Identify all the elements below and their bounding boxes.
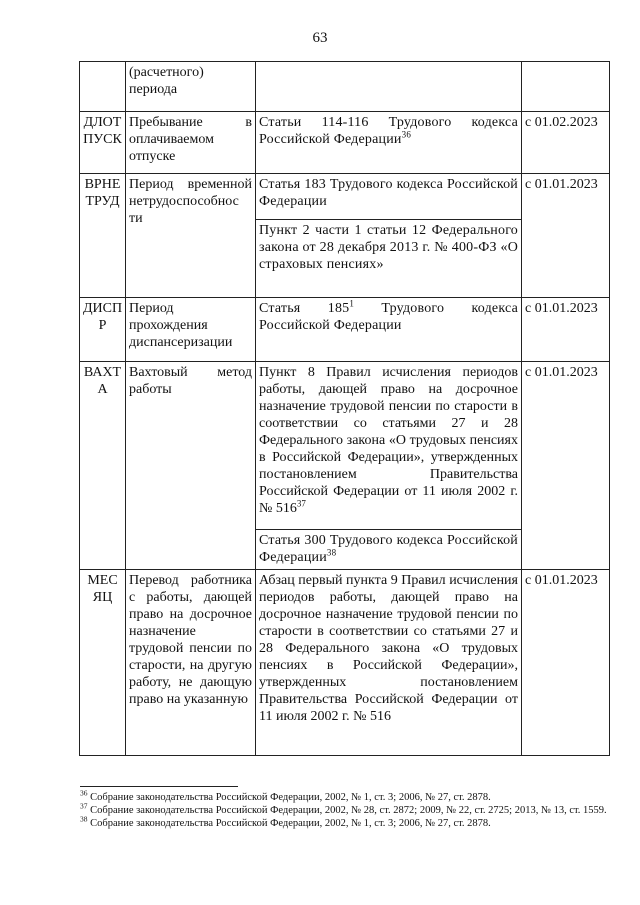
table-row [80, 570, 610, 756]
row-law: Абзац первый пункта 9 Правил исчисления периодов работы, дающей право на досрочное назначение трудовой пенсии по старости в соответствии со статьями 27 и 28 Федерального закона «О трудовых пенсиях в Российской Федерации», утвержденных постановлением Правительства Российской Федерации от 11 июля 2002 г. № 516 [256, 570, 522, 756]
row-code: ВАХТ А [80, 362, 126, 570]
row-code [80, 62, 126, 112]
table-row [80, 362, 610, 530]
row-date: с 01.01.2023 [522, 174, 610, 298]
row-date: с 01.02.2023 [522, 112, 610, 174]
row-date: с 01.01.2023 [522, 570, 610, 756]
footnote-separator [80, 786, 238, 787]
row-code: ВРНЕ ТРУД [80, 174, 126, 298]
row-description: Перевод работника с работы, дающей право на досрочное назначение трудовой пенсии по старости, на другую работу, не дающую право на указанную [126, 570, 256, 756]
row-description: (расчетного) периода [126, 62, 256, 112]
row-date: с 01.01.2023 [522, 362, 610, 570]
row-law: Статьи 114-116 Трудового кодекса Российской Федерации$^{36}$ [256, 112, 522, 174]
row-law: Статья 183 Трудового кодекса Российской Федерации [256, 174, 522, 220]
row-date: с 01.01.2023 [522, 298, 610, 362]
row-law: Статья $185^1$ Трудового кодекса Российской Федерации [256, 298, 522, 362]
footnote: $^{36}$ Собрание законодательства Российской Федерации, 2002, № 1, ст. 3; 2006, № 27, ст. 2878. [80, 788, 491, 803]
table-row [80, 112, 610, 174]
row-code: МЕС ЯЦ [80, 570, 126, 756]
page-number: 63 [312, 30, 328, 46]
row-description: Период временной нетрудоспособнос ти [126, 174, 256, 298]
table-row [80, 62, 610, 112]
table-row [80, 174, 610, 220]
row-code: ДИСП Р [80, 298, 126, 362]
footnote-ref[interactable]: 37 [296, 498, 306, 509]
row-description: Вахтовый метод работы [126, 362, 256, 570]
row-law [256, 62, 522, 112]
footnote: $^{38}$ Собрание законодательства Российской Федерации, 2002, № 1, ст. 3; 2006, № 27, ст. 2878. [80, 814, 491, 829]
footnote: $^{37}$ Собрание законодательства Российской Федерации, 2002, № 28, ст. 2872; 2009, № 22, ст. 2725; 2013, № 13, ст. 1559. [80, 801, 607, 816]
row-law: Пункт 2 части 1 статьи 12 Федерального закона от 28 декабря 2013 г. № 400-ФЗ «О страховых пенсиях» [256, 220, 522, 298]
row-description: Период прохождения диспансеризации [126, 298, 256, 362]
row-law: Статья 300 Трудового кодекса Российской Федерации$^{38}$ [256, 530, 522, 570]
footnote-ref[interactable]: 36 [401, 129, 412, 140]
row-code: ДЛОТ ПУСК [80, 112, 126, 174]
row-description: Пребывание в оплачиваемом отпуске [126, 112, 256, 174]
footnotes [80, 788, 613, 830]
codes-table [79, 61, 610, 756]
table-row [80, 298, 610, 362]
footnote-ref[interactable]: 38 [326, 547, 337, 558]
row-date [522, 62, 610, 112]
row-law: Пункт 8 Правил исчисления периодов работы, дающей право на досрочное назначение трудовой пенсии по старости в соответствии со статьями 27 и 28 Федерального закона «О трудовых пенсиях в Российской Федерации», утвержденных постановлением Правительства Российской Федерации от 11 июля 2002 г. № $516^{37}$ [256, 362, 522, 530]
